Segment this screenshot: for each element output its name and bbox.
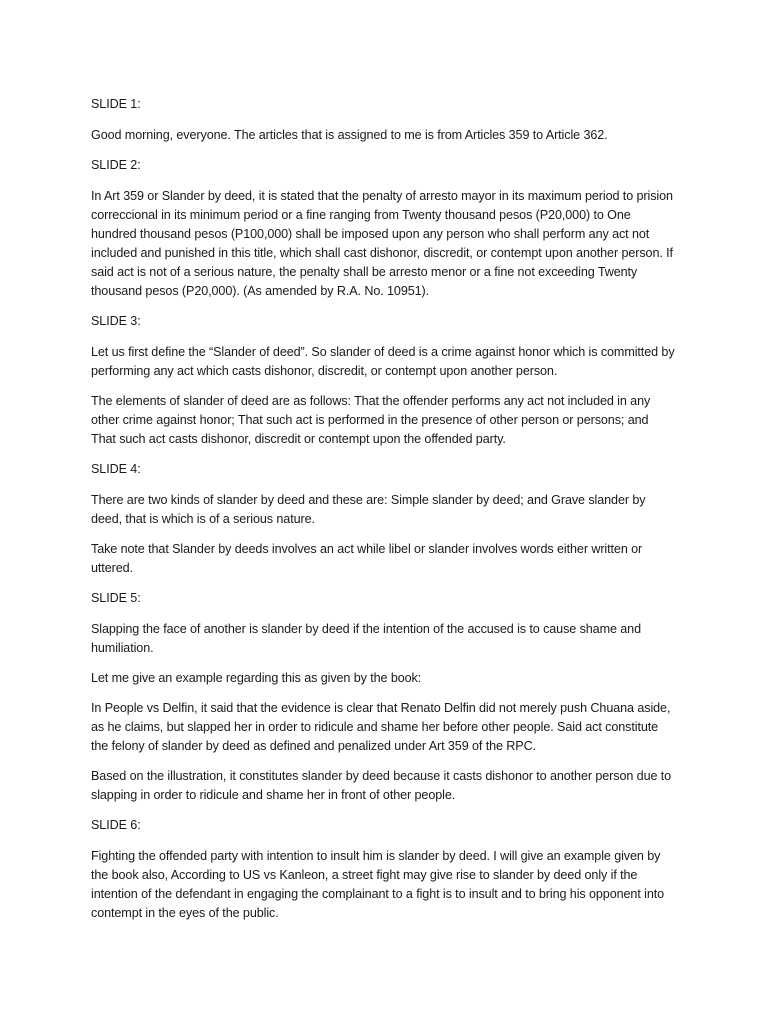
art-359-paragraph: In Art 359 or Slander by deed, it is stated that the penalty of arresto mayor in its maximum period to prision correccional in its minimum period or a fine ranging from Twenty thousand pesos (P20,000) to One hundred thousand pesos (P100,000) shall be imposed upon any person who shall perform any act not included and punished in this title, which shall cast dishonor, discredit, or contempt upon another person. If said act is not of a serious nature, the penalty shall be arresto menor or a fine not exceeding Twenty thousand pesos (P20,000). (As amended by R.A. No. 10951).	[91, 189, 673, 298]
example-intro-paragraph: Let me give an example regarding this as given by the book:	[91, 671, 422, 685]
slide-6-heading: SLIDE 6:	[91, 818, 141, 832]
elements-paragraph: The elements of slander of deed are as follows: That the offender performs any act not included in any other crime against honor; That such act is performed in the presence of other person or persons; and That such act casts dishonor, discredit or contempt upon the offended party.	[91, 394, 651, 446]
slapping-paragraph: Slapping the face of another is slander by deed if the intention of the accused is to cause shame and humiliation.	[91, 622, 641, 655]
greeting-paragraph: Good morning, everyone. The articles that is assigned to me is from Articles 359 to Article 362.	[91, 128, 608, 142]
fighting-paragraph: Fighting the offended party with intention to insult him is slander by deed. I will give an example given by the book also, According to US vs Kanleon, a street fight may give rise to slander by deed only if the intention of the defendant in engaging the complainant to a fight is to insult and to bring his opponent into contempt in the eyes of the public.	[91, 849, 665, 920]
slide-2-heading: SLIDE 2:	[91, 158, 141, 172]
slide-5-heading: SLIDE 5:	[91, 591, 141, 605]
illustration-paragraph: Based on the illustration, it constitutes slander by deed because it casts dishonor to another person due to slapping in order to ridicule and shame her in front of other people.	[91, 769, 672, 802]
slide-4-heading: SLIDE 4:	[91, 462, 141, 476]
definition-paragraph: Let us first define the “Slander of deed”. So slander of deed is a crime against honor which is committed by performing any act which casts dishonor, discredit, or contempt upon another person.	[91, 345, 675, 378]
slide-3-heading: SLIDE 3:	[91, 314, 141, 328]
slide-1-heading: SLIDE 1:	[91, 97, 141, 111]
people-vs-delfin-paragraph: In People vs Delfin, it said that the evidence is clear that Renato Delfin did not merely push Chuana aside, as he claims, but slapped her in order to ridicule and shame her before other people. Said act constitute the felony of slander by deed as defined and penalized under Art 359 of the RPC.	[91, 701, 671, 753]
kinds-paragraph: There are two kinds of slander by deed and these are: Simple slander by deed; and Grave slander by deed, that is which is of a serious nature.	[91, 493, 646, 526]
note-paragraph: Take note that Slander by deeds involves an act while libel or slander involves words either written or uttered.	[91, 542, 643, 575]
